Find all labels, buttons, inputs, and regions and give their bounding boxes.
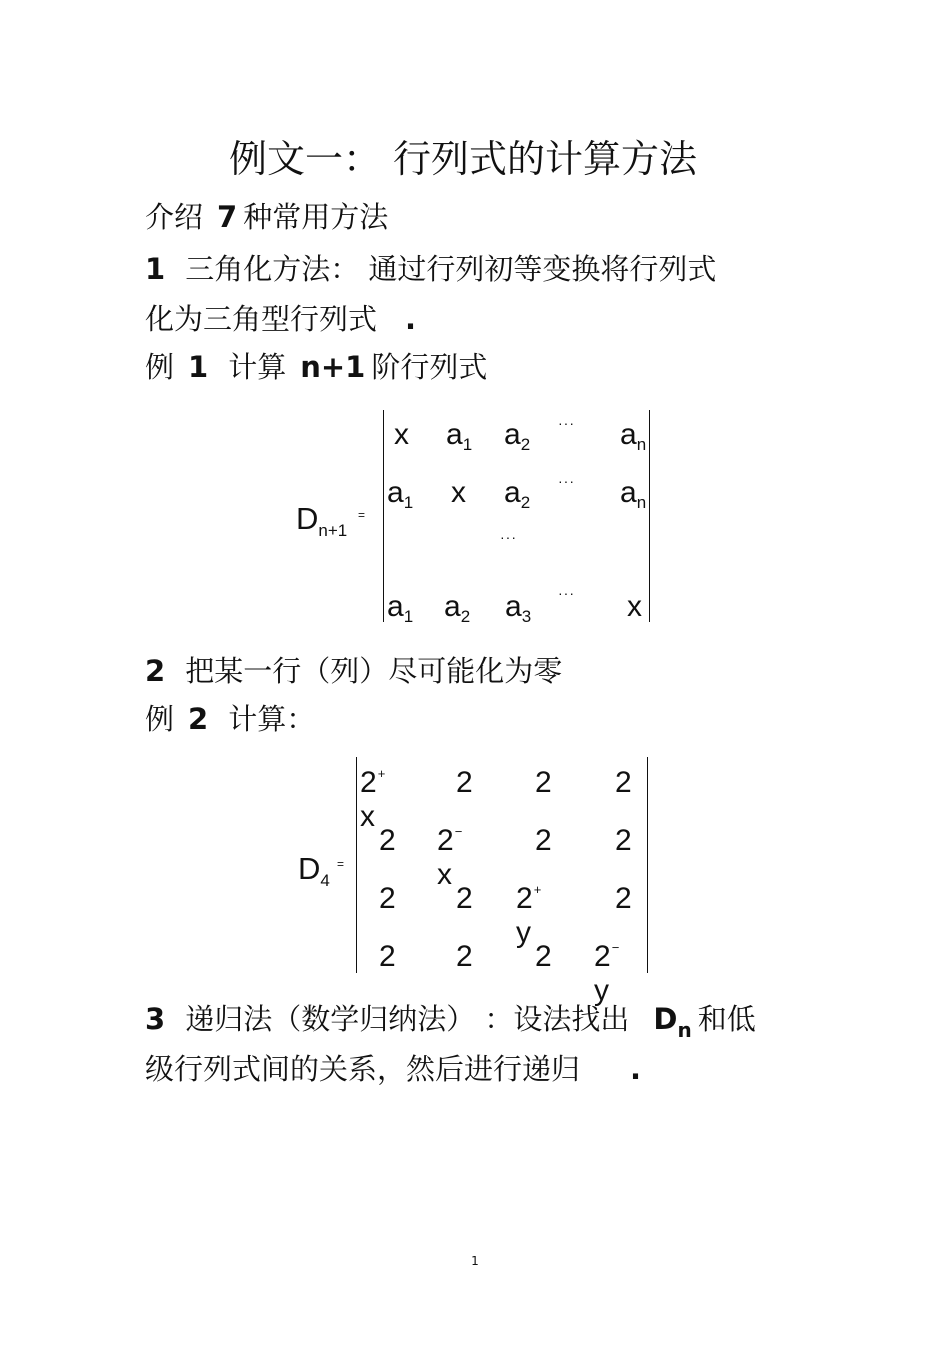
m1-r1-c5: $a_n$ [620, 418, 647, 454]
page-number: 1 [471, 1254, 479, 1268]
m2-r1-c3: 2 [535, 766, 552, 799]
m2-r4-c3: 2 [535, 940, 552, 973]
m1-middle-dots: ··· [500, 529, 517, 545]
section-3-dn: $D_n$ [653, 1002, 692, 1042]
intro-line [145, 200, 388, 234]
section-3-text-1a: 递归法（数学归纳法） ：设法找出 [185, 1002, 630, 1036]
example-1-order: n+1 [300, 350, 366, 384]
intro-prefix: 介绍 [145, 200, 204, 234]
section-1-line-1 [145, 252, 716, 286]
determinant-1-equals: = [358, 508, 366, 522]
section-3-text-2: 级行列式间的关系，然后进行递归 [145, 1052, 581, 1086]
m1-r1-c3: $a_2$ [504, 418, 531, 454]
section-2-text: 把某一行（列）尽可能化为零 [185, 654, 563, 688]
m2-r2-c2: 2− x [437, 824, 463, 891]
m1-r1-c1: x [394, 418, 409, 451]
section-2-number: 2 [145, 654, 166, 688]
section-1-text-2: 化为三角型行列式 [145, 302, 378, 336]
section-1-dot: . [405, 302, 417, 336]
m2-r3-c2: 2 [456, 882, 473, 915]
determinant-1-lhs: $D_{n+1}$ [296, 501, 348, 540]
determinant-2-left-bar [356, 757, 357, 973]
m2-r3-c3: 2+ y [516, 882, 542, 949]
determinant-1-right-bar [649, 410, 650, 622]
m1-r4-c2: $a_2$ [444, 590, 471, 626]
example-1-label: 例 [145, 350, 175, 384]
determinant-2-lhs: $D_4$ [298, 851, 330, 890]
m1-r4-c3: $a_3$ [505, 590, 532, 626]
section-3-dot: . [630, 1052, 642, 1086]
m2-r4-c1: 2 [379, 940, 396, 973]
m1-r2-c2: x [451, 476, 466, 509]
m1-r4-c1: $a_1$ [387, 590, 414, 626]
m2-r1-c2: 2 [456, 766, 473, 799]
section-3-line-2 [145, 1052, 641, 1086]
section-3-number: 3 [145, 1002, 166, 1036]
section-2-line [145, 654, 562, 688]
m2-r2-c1: 2 [379, 824, 396, 857]
determinant-2-right-bar [647, 757, 648, 973]
m2-r1-c4: 2 [615, 766, 632, 799]
m2-r4-c4: 2− y [594, 940, 620, 1007]
m2-r4-c2: 2 [456, 940, 473, 973]
page-title: 例文一： 行列式的计算方法 [228, 137, 698, 181]
m2-r3-c4: 2 [615, 882, 632, 915]
m1-r1-dots: ··· [558, 415, 575, 431]
section-1-number: 1 [145, 252, 166, 286]
m1-r2-c3: $a_2$ [504, 476, 531, 512]
intro-suffix: 种常用方法 [243, 200, 389, 234]
section-1-text-1: 三角化方法： 通过行列初等变换将行列式 [185, 252, 717, 286]
determinant-2-equals: = [337, 857, 345, 871]
intro-num: 7 [217, 200, 238, 234]
m1-r4-c5: x [627, 590, 642, 623]
section-1-line-2 [145, 302, 416, 336]
m1-r1-c2: $a_1$ [446, 418, 473, 454]
example-1-suffix: 阶行列式 [371, 350, 488, 384]
example-2-verb: 计算： [228, 702, 316, 736]
section-3-line-1 [145, 1002, 756, 1042]
example-1-line [145, 350, 487, 384]
section-3-text-1b: 和低 [697, 1002, 756, 1036]
m2-r3-c1: 2 [379, 882, 396, 915]
m1-r2-c5: $a_n$ [620, 476, 647, 512]
m1-r4-dots: ··· [558, 585, 575, 601]
m2-r1-c1: 2+ x [360, 766, 386, 833]
m2-r2-c3: 2 [535, 824, 552, 857]
example-1-verb: 计算 [228, 350, 287, 384]
example-1-number: 1 [188, 350, 209, 384]
example-2-number: 2 [188, 702, 209, 736]
example-2-label: 例 [145, 702, 175, 736]
m2-r2-c4: 2 [615, 824, 632, 857]
example-2-line [145, 702, 315, 736]
determinant-1-left-bar [383, 410, 384, 622]
m1-r2-dots: ··· [558, 473, 575, 489]
m1-r2-c1: $a_1$ [387, 476, 414, 512]
